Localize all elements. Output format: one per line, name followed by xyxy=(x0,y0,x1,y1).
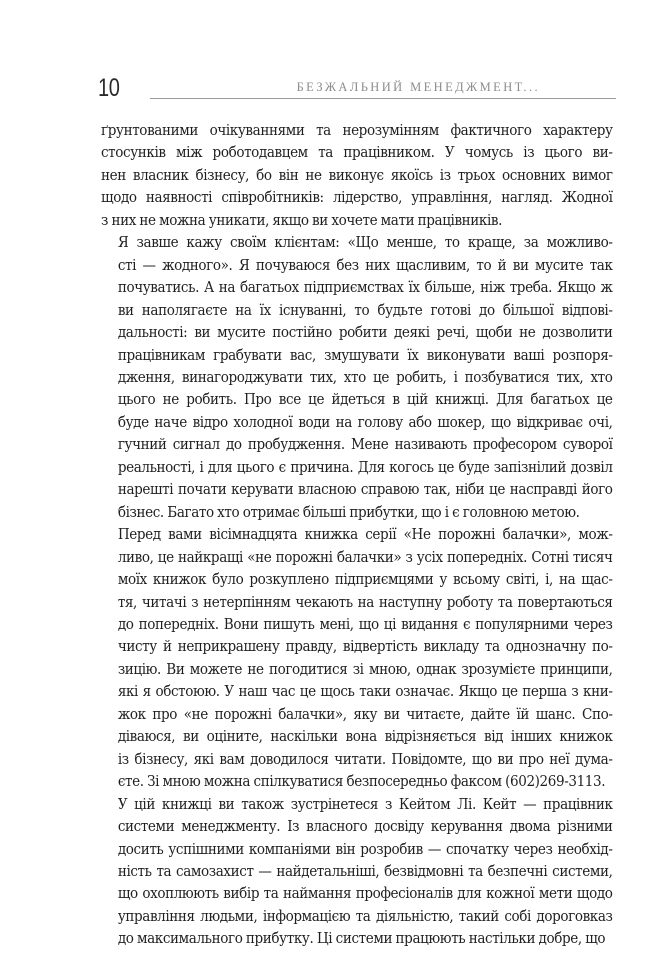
text-line: ви наполягаєте на їх існуванні, то будьте готові до більшої відпові- xyxy=(117,300,613,319)
text-line: ливо, це найкращі «не порожні балачки» з усіх попередніх. Сотні тисяч xyxy=(117,547,613,566)
running-title: БЕЗЖАЛЬНИЙ МЕНЕДЖМЕНТ... xyxy=(296,80,540,94)
text-line: досить успішними компаніями він розробив — спочатку через необхід- xyxy=(117,839,613,858)
text-line: стосунків між роботодавцем та працівником. У чомусь із цього ви- xyxy=(101,143,613,162)
text-line: із бізнесу, які вам доводилося читати. Повідомте, що ви про неї дума- xyxy=(117,749,613,768)
text-line: щодо наявності співробітників: лідерство, управління, нагляд. Жодної xyxy=(101,188,613,207)
text-line: тя, читачі з нетерпінням чекають на наступну роботу та повертаються xyxy=(117,592,613,611)
paragraph xyxy=(101,231,613,523)
text-line: ґрунтованими очікуваннями та нерозумінням фактичного характеру xyxy=(101,121,613,139)
paragraph xyxy=(101,523,613,792)
text-line: дження, винагороджувати тих, хто це робить, і позбуватися тих, хто xyxy=(117,367,613,386)
text-line: які я обстоюю. У наш час це щось таки означає. Якщо це перша з кни- xyxy=(117,682,613,701)
text-line: цього не робить. Про все це йдеться в цій книжці. Для багатьох це xyxy=(117,390,613,409)
paragraph xyxy=(101,793,613,950)
text-line: до максимального прибутку. Ці системи працюють настільки добре, що xyxy=(117,929,606,948)
body-text xyxy=(101,119,613,950)
text-line: почуватись. А на багатьох підприємствах їх більше, ніж треба. Якщо ж xyxy=(117,278,613,297)
text-line: Я завше кажу своїм клієнтам: «Що менше, то краще, за можливо- xyxy=(117,233,613,252)
page-number: 10 xyxy=(98,74,120,102)
header-rule xyxy=(150,98,616,99)
text-line: гучний сигнал до пробудження. Мене називають професором суворої xyxy=(117,435,613,454)
text-line: управління людьми, інформацією та діяльністю, такий собі дороговказ xyxy=(117,906,613,925)
text-line: з них не можна уникати, якщо ви хочете мати працівників. xyxy=(101,210,503,229)
text-line: буде наче відро холодної води на голову або шокер, що відкриває очі, xyxy=(117,412,613,431)
text-line: нарешті почати керувати власною справою так, ніби це насправді його xyxy=(117,480,613,499)
text-line: жок про «не порожні балачки», яку ви читаєте, дайте їй шанс. Спо- xyxy=(117,704,613,723)
text-line: моїх книжок було розкуплено підприємцями у всьому світі, і, на щас- xyxy=(117,570,613,589)
text-line: до попередніх. Вони пишуть мені, що ці видання є популярними через xyxy=(117,614,613,633)
text-line: ність та самозахист — найдетальніші, безвідмовні та безпечні системи, xyxy=(117,861,613,880)
paragraph xyxy=(101,119,613,231)
page-header xyxy=(98,76,616,100)
text-line: єте. Зі мною можна спілкуватися безпосередньо факсом (602)269-3113. xyxy=(117,772,606,791)
text-line: діваюся, ви оціните, наскільки вона відрізняється від інших книжок xyxy=(117,727,613,746)
text-line: працівникам грабувати вас, змушувати їх виконувати ваші розпоря- xyxy=(117,345,613,364)
text-line: У цій книжці ви також зустрінетеся з Кейтом Лі. Кейт — працівник xyxy=(117,794,613,813)
text-line: системи менеджменту. Із власного досвіду керування двома різними xyxy=(117,817,613,836)
text-line: що охоплюють вибір та наймання професіоналів для кожної мети щодо xyxy=(117,884,613,903)
text-line: сті — жодного». Я почуваюся без них щасливим, то й ви мусите так xyxy=(117,255,613,274)
text-line: нен власник бізнесу, бо він не виконує якоїсь із трьох основних вимог xyxy=(101,165,613,184)
text-line: дальності: ви мусите постійно робити деякі речі, щоби не дозволити xyxy=(117,323,613,342)
text-line: зицію. Ви можете не погодитися зі мною, однак зрозумієте принципи, xyxy=(117,659,613,678)
text-line: Перед вами вісімнадцята книжка серії «Не порожні балачки», мож- xyxy=(117,525,613,544)
text-line: реальності, і для цього є причина. Для когось це буде запізнілий дозвіл xyxy=(117,457,613,476)
text-line: чисту й неприкрашену правду, відвертість викладу та однозначну по- xyxy=(117,637,613,656)
text-line: бізнес. Багато хто отримає більші прибутки, що і є головною метою. xyxy=(117,502,580,521)
